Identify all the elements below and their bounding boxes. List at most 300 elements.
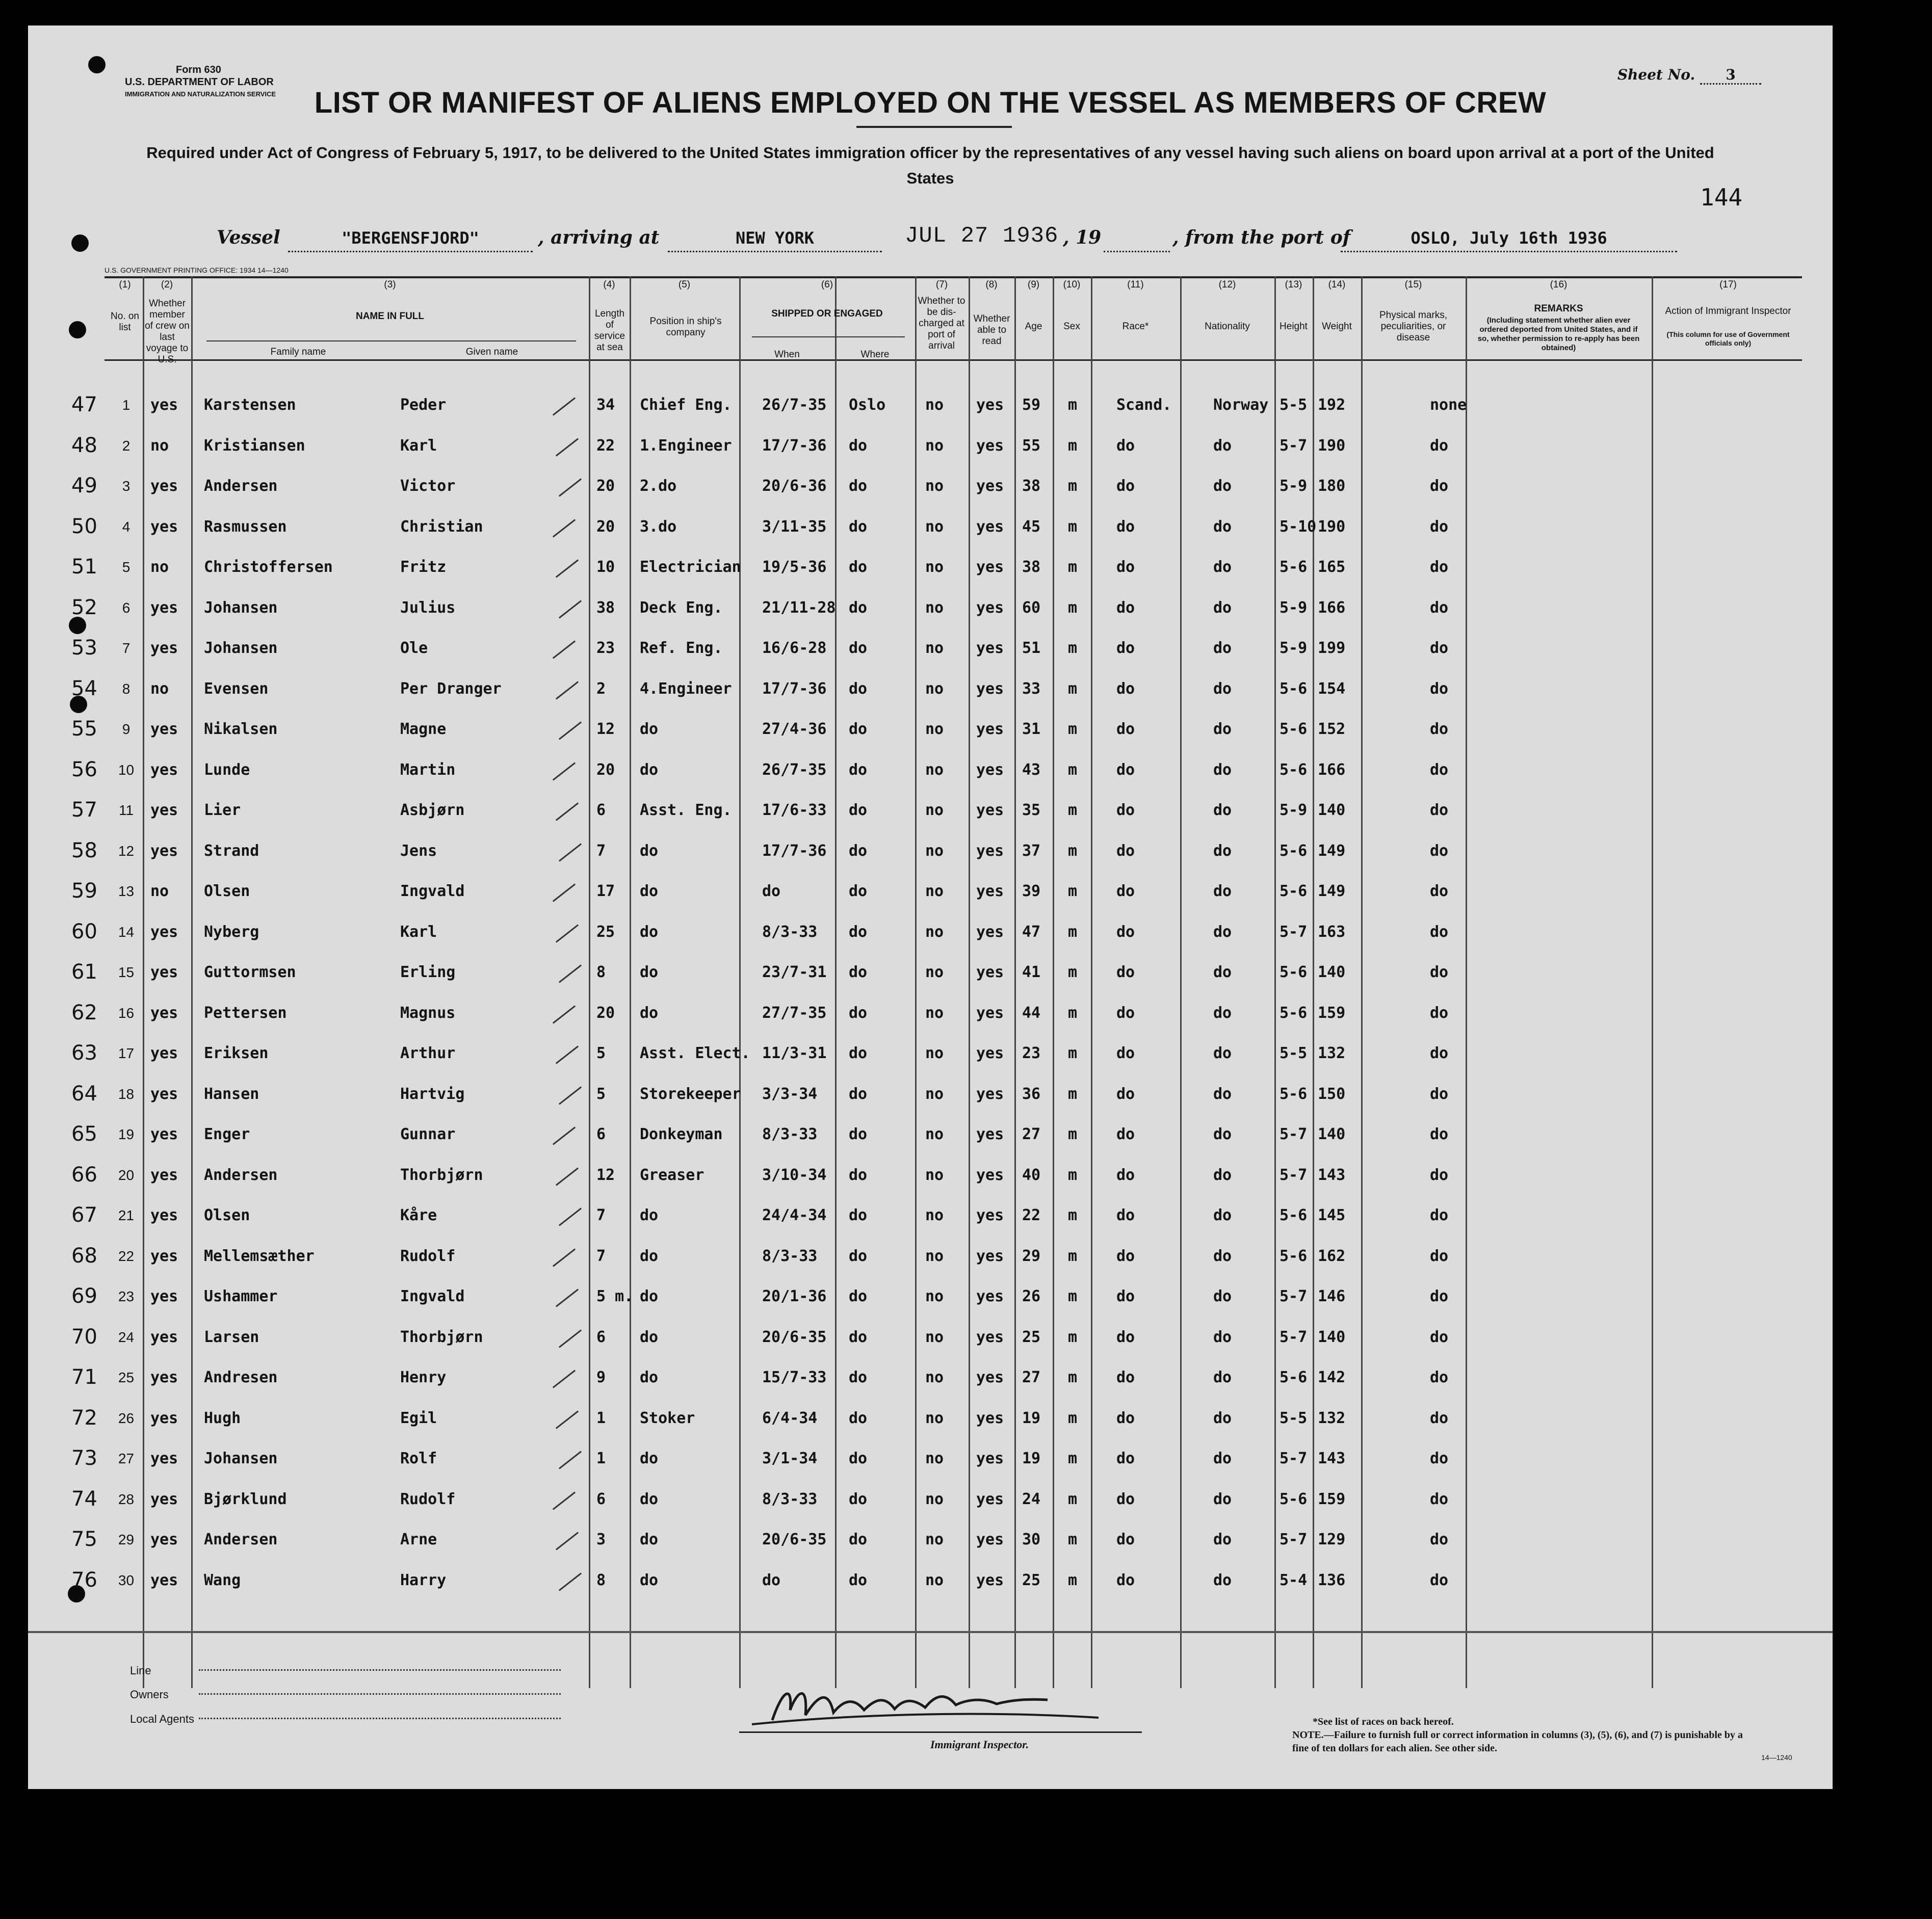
sex-value: m xyxy=(1068,882,1078,900)
footer-note xyxy=(1292,1715,1751,1755)
check-mark xyxy=(559,1451,582,1469)
race-value: do xyxy=(1116,1206,1135,1224)
age-value: 43 xyxy=(1022,760,1041,779)
margin-number: 68 xyxy=(71,1244,97,1268)
inspector-signature-line xyxy=(739,1731,1142,1733)
physical-marks-value: do xyxy=(1430,882,1449,900)
length-of-service: 22 xyxy=(596,436,615,455)
family-name: Andresen xyxy=(204,1369,278,1386)
header-nationality: Nationality xyxy=(1205,321,1250,332)
age-value: 38 xyxy=(1022,477,1041,495)
height-value: 5-6 xyxy=(1280,1085,1308,1103)
height-value: 5-6 xyxy=(1280,882,1308,900)
age-value: 40 xyxy=(1022,1166,1041,1184)
margin-number: 72 xyxy=(71,1406,97,1430)
physical-marks-value: do xyxy=(1430,1044,1449,1062)
margin-number: 62 xyxy=(71,1001,97,1024)
header-race: Race* xyxy=(1122,321,1149,332)
sex-value: m xyxy=(1068,1409,1078,1427)
position: do xyxy=(640,1287,659,1305)
nationality-value: do xyxy=(1213,477,1232,495)
given-name: Ingvald xyxy=(400,882,465,900)
check-mark xyxy=(556,1532,579,1550)
given-name: Kåre xyxy=(400,1206,437,1224)
last-voyage-value: yes xyxy=(150,1125,178,1143)
punch-hole xyxy=(69,321,86,338)
list-number: 16 xyxy=(118,1005,135,1021)
given-name: Jens xyxy=(400,842,437,860)
margin-number: 50 xyxy=(71,514,97,538)
discharged-value: no xyxy=(925,1085,944,1103)
check-mark xyxy=(553,1126,576,1145)
table-row xyxy=(28,871,1833,911)
weight-value: 145 xyxy=(1318,1206,1346,1224)
physical-marks-value: do xyxy=(1430,1450,1449,1467)
position: do xyxy=(640,720,659,738)
title-underline xyxy=(856,126,1012,128)
age-value: 36 xyxy=(1022,1085,1041,1103)
list-number: 29 xyxy=(118,1532,135,1547)
column-number: (3) xyxy=(384,279,396,290)
list-number: 8 xyxy=(122,680,130,697)
nationality-value: Norway xyxy=(1213,396,1269,414)
table-row xyxy=(28,750,1833,790)
sex-value: m xyxy=(1068,1490,1078,1508)
age-value: 30 xyxy=(1022,1531,1041,1548)
able-to-read-value: yes xyxy=(976,1085,1004,1103)
physical-marks-value: do xyxy=(1430,842,1449,860)
column-number: (2) xyxy=(161,279,173,290)
race-value: do xyxy=(1116,1044,1135,1062)
nationality-value: do xyxy=(1213,517,1232,536)
sex-value: m xyxy=(1068,1369,1078,1386)
shipped-where: do xyxy=(849,1287,868,1305)
nationality-value: do xyxy=(1213,598,1232,617)
height-value: 5-4 xyxy=(1280,1571,1308,1589)
weight-value: 199 xyxy=(1318,639,1346,657)
shipped-when: 27/4-36 xyxy=(762,720,827,738)
weight-value: 166 xyxy=(1318,598,1346,617)
check-mark xyxy=(556,438,579,456)
age-value: 31 xyxy=(1022,720,1041,738)
weight-value: 150 xyxy=(1318,1085,1346,1103)
sex-value: m xyxy=(1068,1085,1078,1103)
weight-value: 140 xyxy=(1318,801,1346,819)
header-top-rule xyxy=(105,276,1802,278)
nationality-value: do xyxy=(1213,436,1232,455)
height-value: 5-6 xyxy=(1280,1206,1308,1224)
shipped-when: 3/3-34 xyxy=(762,1085,818,1103)
table-row xyxy=(28,831,1833,871)
list-number: 18 xyxy=(118,1086,135,1102)
header-name-in-full: NAME IN FULL xyxy=(355,311,425,322)
shipped-where: do xyxy=(849,1166,868,1184)
position: Deck Eng. xyxy=(640,598,723,617)
table-row xyxy=(28,1195,1833,1235)
age-value: 23 xyxy=(1022,1044,1041,1062)
race-value: do xyxy=(1116,1287,1135,1305)
shipped-where: do xyxy=(849,598,868,617)
column-number: (14) xyxy=(1328,279,1346,290)
margin-number: 75 xyxy=(71,1528,97,1551)
height-value: 5-7 xyxy=(1280,1166,1308,1184)
length-of-service: 3 xyxy=(596,1531,606,1548)
length-of-service: 38 xyxy=(596,598,615,617)
column-number: (6) xyxy=(821,279,833,290)
list-number: 5 xyxy=(122,559,130,575)
shipped-when: 11/3-31 xyxy=(762,1044,827,1062)
list-number: 23 xyxy=(118,1289,135,1304)
owners-field xyxy=(199,1693,561,1695)
age-value: 25 xyxy=(1022,1571,1041,1589)
margin-number: 56 xyxy=(71,757,97,781)
column-number: (7) xyxy=(935,279,948,290)
column-number: (15) xyxy=(1404,279,1422,290)
able-to-read-value: yes xyxy=(976,1287,1004,1305)
length-of-service: 1 xyxy=(596,1450,606,1467)
shipped-when: do xyxy=(762,1571,781,1589)
sex-value: m xyxy=(1068,1125,1078,1143)
column-number: (11) xyxy=(1127,279,1144,290)
sex-value: m xyxy=(1068,1044,1078,1062)
margin-number: 58 xyxy=(71,838,97,862)
list-number: 17 xyxy=(118,1045,135,1061)
shipped-when: 26/7-35 xyxy=(762,760,827,779)
length-of-service: 6 xyxy=(596,1328,606,1346)
list-number: 19 xyxy=(118,1126,135,1142)
list-number: 10 xyxy=(118,761,135,778)
last-voyage-value: yes xyxy=(150,801,178,819)
margin-number: 52 xyxy=(71,595,97,619)
race-value: do xyxy=(1116,1450,1135,1467)
discharged-value: no xyxy=(925,842,944,860)
check-mark xyxy=(559,1572,582,1591)
line-field xyxy=(199,1669,561,1671)
shipped-when: do xyxy=(762,882,781,900)
weight-value: 140 xyxy=(1318,963,1346,981)
footer-rule xyxy=(28,1631,1833,1633)
given-name: Gunnar xyxy=(400,1125,456,1143)
nationality-value: do xyxy=(1213,1247,1232,1265)
printing-office: U.S. GOVERNMENT PRINTING OFFICE: 1934 14—1240 xyxy=(105,266,289,274)
discharged-value: no xyxy=(925,436,944,455)
last-voyage-value: yes xyxy=(150,1004,178,1022)
last-voyage-value: yes xyxy=(150,1166,178,1184)
stamp-number: 144 xyxy=(1700,183,1743,211)
shipped-where: do xyxy=(849,1125,868,1143)
discharged-value: no xyxy=(925,1166,944,1184)
nationality-value: do xyxy=(1213,558,1232,576)
race-note: *See list of races on back hereof. xyxy=(1313,1716,1454,1727)
able-to-read-value: yes xyxy=(976,1409,1004,1427)
position: do xyxy=(640,1328,659,1346)
able-to-read-value: yes xyxy=(976,1450,1004,1467)
able-to-read-value: yes xyxy=(976,436,1004,455)
length-of-service: 5 xyxy=(596,1085,606,1103)
last-voyage-value: yes xyxy=(150,1247,178,1265)
physical-marks-value: do xyxy=(1430,923,1449,941)
given-name: Egil xyxy=(400,1409,437,1427)
shipped-where: do xyxy=(849,558,868,576)
nationality-value: do xyxy=(1213,760,1232,779)
age-value: 41 xyxy=(1022,963,1041,981)
physical-marks-value: do xyxy=(1430,1166,1449,1184)
physical-marks-value: do xyxy=(1430,720,1449,738)
table-row xyxy=(28,1560,1833,1600)
margin-number: 48 xyxy=(71,433,97,457)
last-voyage-value: yes xyxy=(150,1328,178,1346)
check-mark xyxy=(559,721,582,740)
page-title: LIST OR MANIFEST OF ALIENS EMPLOYED ON THE VESSEL AS MEMBERS OF CREW xyxy=(314,86,1547,119)
able-to-read-value: yes xyxy=(976,1044,1004,1062)
check-mark xyxy=(553,883,576,902)
race-value: do xyxy=(1116,1409,1135,1427)
height-value: 5-10 xyxy=(1280,517,1317,536)
header-age: Age xyxy=(1025,321,1042,332)
last-voyage-value: no xyxy=(150,558,169,576)
table-row xyxy=(28,790,1833,830)
race-value: do xyxy=(1116,801,1135,819)
discharged-value: no xyxy=(925,720,944,738)
position: Electrician xyxy=(640,558,741,576)
sex-value: m xyxy=(1068,1206,1078,1224)
position: do xyxy=(640,1450,659,1467)
position: do xyxy=(640,1004,659,1022)
sex-value: m xyxy=(1068,801,1078,819)
given-name: Arne xyxy=(400,1531,437,1548)
height-value: 5-7 xyxy=(1280,1531,1308,1548)
owners-label: Owners xyxy=(130,1688,169,1701)
check-mark xyxy=(553,1248,576,1267)
margin-number: 57 xyxy=(71,798,97,822)
discharged-value: no xyxy=(925,1490,944,1508)
table-row xyxy=(28,993,1833,1033)
age-value: 60 xyxy=(1022,598,1041,617)
height-value: 5-5 xyxy=(1280,1044,1308,1062)
physical-marks-value: do xyxy=(1430,1206,1449,1224)
given-name: Victor xyxy=(400,477,456,495)
age-value: 44 xyxy=(1022,1004,1041,1022)
list-number: 21 xyxy=(118,1207,135,1223)
length-of-service: 7 xyxy=(596,842,606,860)
discharged-value: no xyxy=(925,639,944,657)
length-of-service: 12 xyxy=(596,1166,615,1184)
able-to-read-value: yes xyxy=(976,1571,1004,1589)
age-value: 22 xyxy=(1022,1206,1041,1224)
last-voyage-value: yes xyxy=(150,720,178,738)
nationality-value: do xyxy=(1213,1125,1232,1143)
weight-value: 165 xyxy=(1318,558,1346,576)
weight-value: 163 xyxy=(1318,923,1346,941)
discharged-value: no xyxy=(925,1044,944,1062)
table-row xyxy=(28,1114,1833,1154)
check-mark xyxy=(556,1045,579,1064)
shipped-where: do xyxy=(849,639,868,657)
year-blank xyxy=(1104,228,1170,252)
last-voyage-value: yes xyxy=(150,1490,178,1508)
margin-number: 69 xyxy=(71,1284,97,1308)
list-number: 14 xyxy=(118,924,135,940)
list-number: 9 xyxy=(122,721,130,737)
list-number: 30 xyxy=(118,1572,135,1588)
race-value: do xyxy=(1116,1531,1135,1548)
age-value: 35 xyxy=(1022,801,1041,819)
able-to-read-value: yes xyxy=(976,1490,1004,1508)
list-number: 25 xyxy=(118,1370,135,1385)
shipped-when: 3/10-34 xyxy=(762,1166,827,1184)
table-row xyxy=(28,1398,1833,1438)
physical-marks-value: do xyxy=(1430,1571,1449,1589)
inspector-signature xyxy=(742,1669,1109,1736)
length-of-service: 9 xyxy=(596,1369,606,1386)
nationality-value: do xyxy=(1213,1409,1232,1427)
shipped-where: do xyxy=(849,1571,868,1589)
weight-value: 162 xyxy=(1318,1247,1346,1265)
last-voyage-value: yes xyxy=(150,1206,178,1224)
shipped-when: 20/6-35 xyxy=(762,1328,827,1346)
margin-number: 71 xyxy=(71,1365,97,1389)
shipped-when: 17/7-36 xyxy=(762,679,827,698)
weight-value: 166 xyxy=(1318,760,1346,779)
able-to-read-value: yes xyxy=(976,1004,1004,1022)
check-mark xyxy=(556,924,579,942)
race-value: Scand. xyxy=(1116,396,1172,414)
height-value: 5-6 xyxy=(1280,963,1308,981)
height-value: 5-7 xyxy=(1280,1287,1308,1305)
sex-value: m xyxy=(1068,639,1078,657)
discharged-value: no xyxy=(925,1531,944,1548)
vessel-label: Vessel xyxy=(217,227,280,248)
table-row xyxy=(28,1155,1833,1195)
position: Asst. Elect. xyxy=(640,1044,750,1062)
check-mark xyxy=(556,681,579,699)
position: do xyxy=(640,923,659,941)
table-row xyxy=(28,547,1833,587)
header-family-name: Family name xyxy=(270,347,326,357)
table-row xyxy=(28,709,1833,749)
date-stamp: JUL 27 1936 xyxy=(905,223,1059,249)
position: 1.Engineer xyxy=(640,436,732,455)
shipped-where: do xyxy=(849,1490,868,1508)
list-number: 26 xyxy=(118,1410,135,1426)
length-of-service: 17 xyxy=(596,882,615,900)
height-value: 5-5 xyxy=(1280,1409,1308,1427)
shipped-where: do xyxy=(849,720,868,738)
family-name: Johansen xyxy=(204,598,278,617)
sex-value: m xyxy=(1068,436,1078,455)
race-value: do xyxy=(1116,517,1135,536)
header-shipped: SHIPPED OR ENGAGED xyxy=(771,308,883,319)
physical-marks-value: do xyxy=(1430,1287,1449,1305)
sex-value: m xyxy=(1068,598,1078,617)
height-value: 5-7 xyxy=(1280,436,1308,455)
list-number: 15 xyxy=(118,964,135,980)
race-value: do xyxy=(1116,760,1135,779)
last-voyage-value: yes xyxy=(150,1409,178,1427)
header-height: Height xyxy=(1280,321,1308,332)
given-name: Hartvig xyxy=(400,1085,465,1103)
margin-number: 61 xyxy=(71,960,97,984)
weight-value: 143 xyxy=(1318,1166,1346,1184)
age-value: 19 xyxy=(1022,1450,1041,1467)
table-row xyxy=(28,1357,1833,1398)
family-name: Nyberg xyxy=(204,923,259,941)
weight-value: 152 xyxy=(1318,720,1346,738)
margin-number: 51 xyxy=(71,555,97,579)
given-name: Julius xyxy=(400,598,456,617)
nationality-value: do xyxy=(1213,679,1232,698)
check-mark xyxy=(556,559,579,577)
race-value: do xyxy=(1116,1369,1135,1386)
margin-number: 67 xyxy=(71,1203,97,1227)
position: 4.Engineer xyxy=(640,679,732,698)
table-row xyxy=(28,912,1833,952)
shipped-when: 17/7-36 xyxy=(762,436,827,455)
sex-value: m xyxy=(1068,720,1078,738)
age-value: 19 xyxy=(1022,1409,1041,1427)
race-value: do xyxy=(1116,558,1135,576)
family-name: Lunde xyxy=(204,760,250,779)
check-mark xyxy=(559,1329,582,1348)
physical-marks-value: do xyxy=(1430,517,1449,536)
nationality-value: do xyxy=(1213,1206,1232,1224)
position: Ref. Eng. xyxy=(640,639,723,657)
check-mark xyxy=(559,964,582,983)
physical-marks-value: do xyxy=(1430,1125,1449,1143)
list-number: 11 xyxy=(118,802,134,818)
family-name: Enger xyxy=(204,1125,250,1143)
shipped-when: 23/7-31 xyxy=(762,963,827,981)
family-name: Guttormsen xyxy=(204,963,296,981)
race-value: do xyxy=(1116,1328,1135,1346)
height-value: 5-6 xyxy=(1280,1247,1308,1265)
nationality-value: do xyxy=(1213,882,1232,900)
column-number: (12) xyxy=(1218,279,1236,290)
length-of-service: 5 m. xyxy=(596,1287,634,1305)
check-mark xyxy=(559,600,582,618)
list-number: 24 xyxy=(118,1329,135,1345)
weight-value: 132 xyxy=(1318,1044,1346,1062)
age-value: 51 xyxy=(1022,639,1041,657)
physical-marks-value: do xyxy=(1430,679,1449,698)
family-name: Andersen xyxy=(204,1166,278,1184)
shipped-where: do xyxy=(849,1085,868,1103)
shipped-when: 17/7-36 xyxy=(762,842,827,860)
able-to-read-value: yes xyxy=(976,396,1004,414)
check-mark xyxy=(559,1207,582,1226)
height-value: 5-6 xyxy=(1280,720,1308,738)
shipped-where: do xyxy=(849,963,868,981)
weight-value: 140 xyxy=(1318,1125,1346,1143)
age-value: 27 xyxy=(1022,1125,1041,1143)
able-to-read-value: yes xyxy=(976,1328,1004,1346)
physical-marks-value: do xyxy=(1430,1369,1449,1386)
able-to-read-value: yes xyxy=(976,598,1004,617)
shipped-split-rule xyxy=(752,336,905,337)
given-name: Karl xyxy=(400,436,437,455)
physical-marks-value: do xyxy=(1430,801,1449,819)
table-row xyxy=(28,426,1833,466)
shipped-when: 21/11-28 xyxy=(762,598,836,617)
last-voyage-value: yes xyxy=(150,1044,178,1062)
discharged-value: no xyxy=(925,1450,944,1467)
last-voyage-value: yes xyxy=(150,1450,178,1467)
age-value: 37 xyxy=(1022,842,1041,860)
family-name: Andersen xyxy=(204,477,278,495)
sex-value: m xyxy=(1068,760,1078,779)
margin-number: 59 xyxy=(71,879,97,903)
check-mark xyxy=(559,1086,582,1105)
